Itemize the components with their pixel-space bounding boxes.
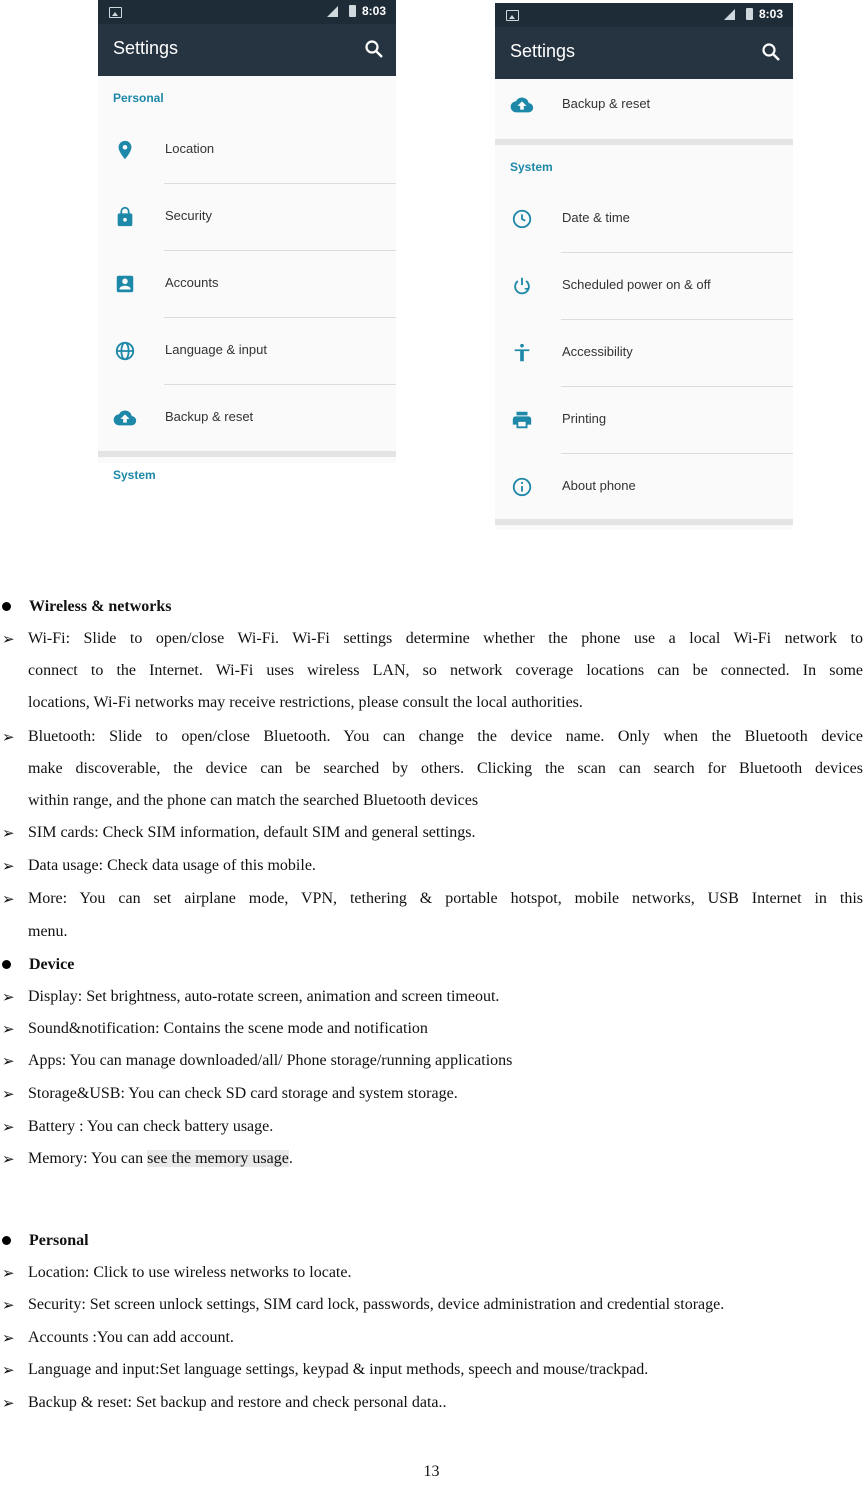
info-icon [511,476,533,498]
arrow-bullet-icon: ➢ [2,890,15,908]
signal-icon [327,6,338,17]
arrow-bullet-icon: ➢ [2,1264,15,1282]
app-bar [495,27,793,79]
accessibility-icon [511,342,533,364]
arrow-bullet-icon: ➢ [2,824,15,842]
settings-item-scheduled-power[interactable] [495,253,793,320]
page-title: Settings [510,41,576,61]
bullet-dot [2,602,11,611]
memory-text-start: Memory: You can [28,1150,148,1167]
location-line: Location: Click to use wireless networks to locate. [28,1264,352,1281]
settings-item-label: Printing [562,411,607,426]
settings-item-label: Scheduled power on & off [562,277,711,292]
settings-item-language-input[interactable] [98,318,396,385]
status-bar [98,0,396,24]
image-notification-icon [506,10,519,21]
settings-item-label: Backup & reset [562,96,651,111]
memory-text-highlight: see the memory usage [147,1150,289,1167]
page-title: Settings [113,38,179,58]
arrow-bullet-icon: ➢ [2,1150,15,1168]
bluetooth-line-1: Bluetooth: Slide to open/close Bluetooth. You can change the device name. Only when the Bluetooth device [28,728,863,745]
arrow-bullet-icon: ➢ [2,728,15,746]
battery-line: Battery : You can check battery usage. [28,1118,274,1135]
section-header-personal: Personal [113,91,164,105]
wifi-line-1: Wi-Fi: Slide to open/close Wi-Fi. Wi-Fi settings determine whether the phone use a local Wi-Fi network to [28,630,863,647]
settings-item-backup-reset[interactable] [495,79,793,139]
settings-screenshot-left [98,0,396,482]
arrow-bullet-icon: ➢ [2,857,15,875]
lock-icon [114,206,136,228]
arrow-bullet-icon: ➢ [2,1085,15,1103]
section-heading-wireless: Wireless & networks [29,598,172,615]
cloud-upload-icon [511,94,533,116]
settings-item-location[interactable] [98,117,396,184]
battery-icon [746,8,753,20]
accounts-line: Accounts :You can add account. [28,1329,234,1346]
arrow-bullet-icon: ➢ [2,1052,15,1070]
status-bar [495,3,793,27]
settings-item-accessibility[interactable] [495,320,793,387]
backup-line: Backup & reset: Set backup and restore and check personal data.. [28,1394,447,1411]
section-header-system: System [113,468,156,482]
arrow-bullet-icon: ➢ [2,1118,15,1136]
section-heading-device: Device [29,956,75,973]
settings-item-backup-reset[interactable] [98,385,396,452]
arrow-bullet-icon: ➢ [2,1296,15,1314]
cloud-upload-icon [114,407,136,429]
power-schedule-icon [511,275,533,297]
app-bar [98,24,396,76]
settings-item-about-phone[interactable] [495,454,793,521]
storage-line: Storage&USB: You can check SD card storage and system storage. [28,1085,458,1102]
battery-icon [349,5,356,17]
data-usage-line: Data usage: Check data usage of this mobile. [28,857,316,874]
security-line: Security: Set screen unlock settings, SIM card lock, passwords, device administration and credential storage. [28,1296,725,1313]
language-line: Language and input:Set language settings, keypad & input methods, speech and mouse/trackpad. [28,1361,649,1378]
settings-item-security[interactable] [98,184,396,251]
display-line: Display: Set brightness, auto-rotate screen, animation and screen timeout. [28,988,500,1005]
settings-item-label: Accounts [165,275,219,290]
account-box-icon [114,273,136,295]
bluetooth-line-3: within range, and the phone can match the searched Bluetooth devices [28,792,479,809]
bluetooth-line-2: make discoverable, the device can be searched by others. Clicking the scan can search for Bluetooth devices [28,760,863,777]
section-heading-personal: Personal [29,1232,89,1249]
status-time: 8:03 [758,7,783,21]
sound-line: Sound&notification: Contains the scene mode and notification [28,1020,428,1037]
settings-item-accounts[interactable] [98,251,396,318]
section-header-system: System [510,160,553,174]
more-line-2: menu. [28,923,68,940]
clock-icon [511,208,533,230]
search-icon[interactable] [364,39,384,59]
memory-text-end: . [288,1150,293,1167]
sim-cards-line: SIM cards: Check SIM information, default SIM and general settings. [28,824,476,841]
page-number: 13 [423,1463,440,1480]
settings-item-label: Location [165,141,215,156]
printer-icon [511,409,533,431]
settings-item-label: About phone [562,478,636,493]
settings-item-label: Language & input [165,342,267,357]
wifi-line-2: connect to the Internet. Wi-Fi uses wireless LAN, so network coverage locations can be connected. In some [28,662,863,679]
memory-line [28,1143,293,1175]
arrow-bullet-icon: ➢ [2,630,15,648]
arrow-bullet-icon: ➢ [2,1394,15,1412]
arrow-bullet-icon: ➢ [2,1329,15,1347]
apps-line: Apps: You can manage downloaded/all/ Phone storage/running applications [28,1052,513,1069]
settings-item-label: Date & time [562,210,630,225]
wifi-line-3: locations, Wi-Fi networks may receive restrictions, please consult the local authorities. [28,694,583,711]
arrow-bullet-icon: ➢ [2,988,15,1006]
settings-item-label: Security [165,208,212,223]
image-notification-icon [109,7,122,18]
arrow-bullet-icon: ➢ [2,1361,15,1379]
settings-item-label: Backup & reset [165,409,254,424]
signal-icon [724,9,735,20]
more-line-1: More: You can set airplane mode, VPN, tethering & portable hotspot, mobile networks, USB Internet in this [28,890,863,907]
bullet-dot [2,960,11,969]
settings-item-printing[interactable] [495,387,793,454]
settings-item-label: Accessibility [562,344,633,359]
status-time: 8:03 [361,4,386,18]
arrow-bullet-icon: ➢ [2,1020,15,1038]
bullet-dot [2,1236,11,1245]
settings-item-date-time[interactable] [495,186,793,253]
location-pin-icon [114,139,136,161]
globe-icon [114,340,136,362]
search-icon[interactable] [761,42,781,62]
settings-screenshot-right [495,3,793,530]
